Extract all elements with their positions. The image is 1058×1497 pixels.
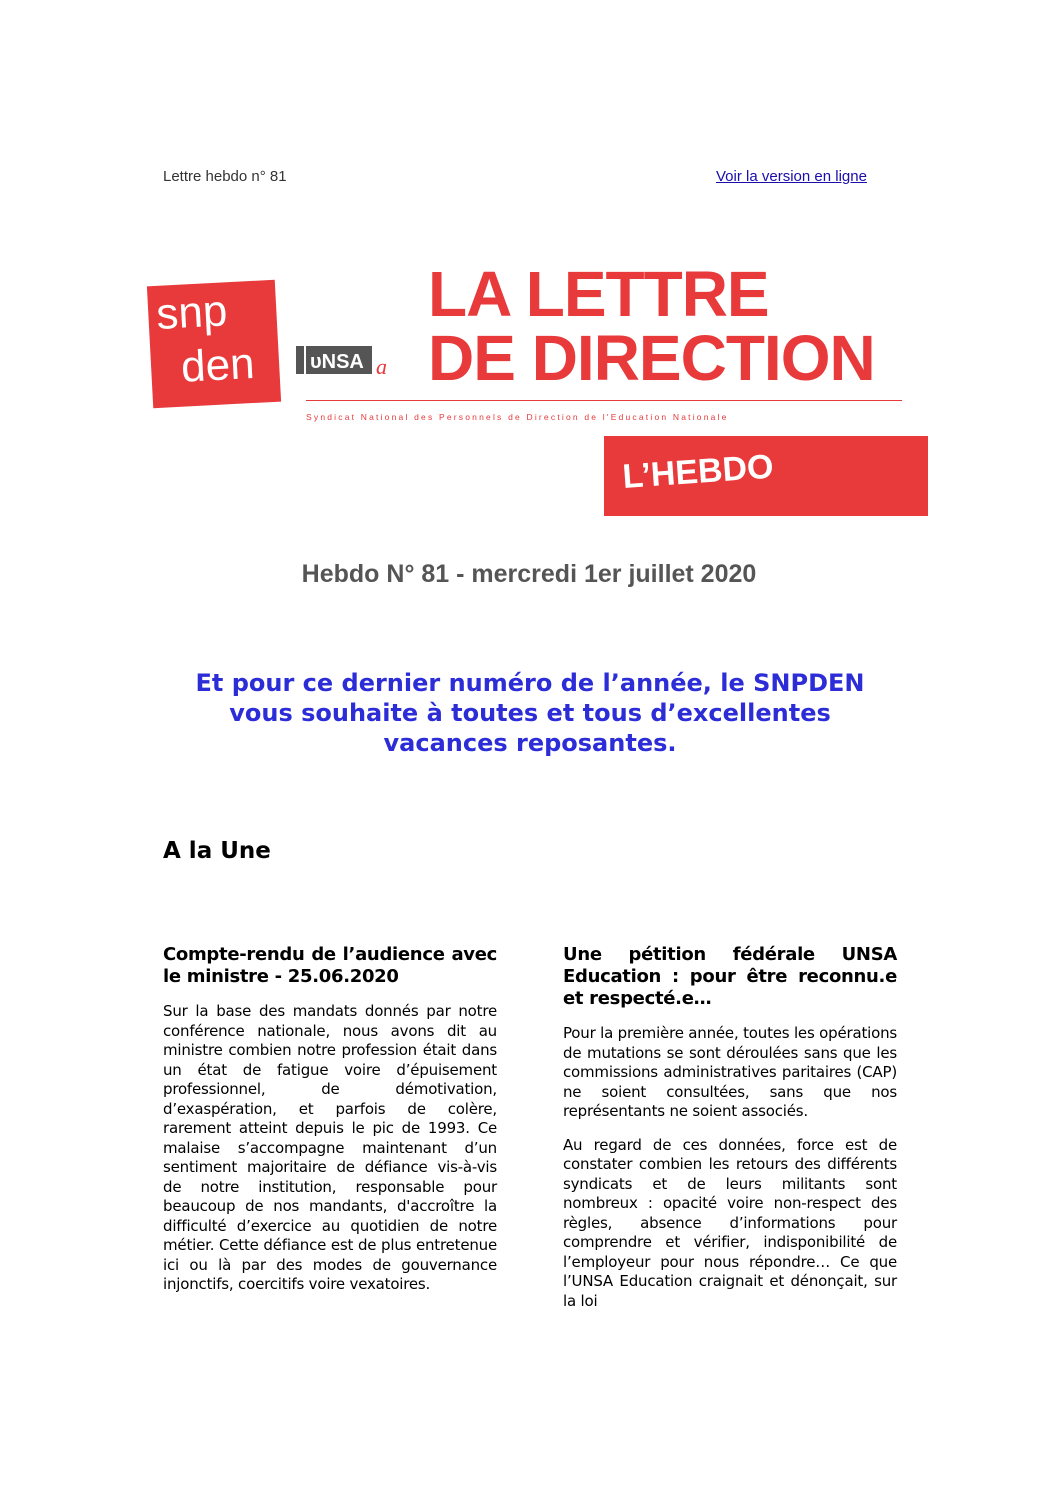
svg-text:ᴜNSA: ᴜNSA — [310, 351, 364, 373]
article-petition-unsa — [563, 944, 897, 1325]
greeting-line-3: vacances reposantes. — [383, 729, 677, 757]
view-online-link[interactable]: Voir la version en ligne — [716, 168, 867, 185]
svg-text:a: a — [376, 354, 387, 379]
article-title[interactable]: Compte-rendu de l’audience avec le ministre - 25.06.2020 — [163, 944, 497, 987]
article-title[interactable]: Une pétition fédérale UNSA Education : pour être reconnu.e et respecté.e… — [563, 944, 897, 1009]
title-divider — [306, 400, 902, 401]
issue-date-heading: Hebdo N° 81 - mercredi 1er juillet 2020 — [301, 560, 757, 588]
unsa-logo — [296, 340, 398, 380]
snpden-logo — [147, 280, 281, 409]
holiday-greeting — [150, 668, 910, 758]
greeting-line-2: vous souhaite à toutes et tous d’excellentes — [229, 699, 831, 727]
article-audience-ministre — [163, 944, 497, 1309]
title-line-1: LA LETTRE — [428, 258, 769, 330]
logo-text-den: den — [179, 338, 256, 392]
article-paragraph: Sur la base des mandats donnés par notre conférence nationale, nous avons dit au ministre combien notre profession était dans un état de fatigue voire d’épuisement professionnel, de démotivation, d’exaspération, et parfois de colère, rarement atteint depuis le pic de 1993. Ce malaise s’accompagne maintenant d’un sentiment majoritaire de défiance vis-à-vis de notre institution, responsable pour beaucoup de nos mandants, d'accroître la difficulté d’exercice au quotidien de notre métier. Cette défiance est de plus entretenue ici ou là par des modes de gouvernance injonctifs, coercitifs voire vexatoires. — [163, 1002, 497, 1293]
title-line-2: DE DIRECTION — [428, 322, 875, 394]
newsletter-issue-label: Lettre hebdo n° 81 — [163, 168, 287, 185]
hebdo-banner-text: L’HEBDO — [621, 447, 775, 497]
union-fullname: Syndicat National des Personnels de Direction de l'Education Nationale — [306, 412, 729, 422]
article-paragraph: Au regard de ces données, force est de constater combien les retours des différents syndicats et de leurs militants sont nombreux : opacité voire non-respect des règles, absence d’informations pour comprendre et vérifier, indisponibilité de l’employeur pour nous répondre… Ce que l’UNSA Education craignait et dénonçait, sur la loi — [563, 1135, 897, 1310]
section-heading-a-la-une: A la Une — [163, 838, 271, 864]
newsletter-title — [428, 258, 875, 394]
greeting-line-1: Et pour ce dernier numéro de l’année, le SNPDEN — [195, 669, 865, 697]
article-paragraph: Pour la première année, toutes les opérations de mutations se sont déroulées sans que les commissions administratives paritaires (CAP) ne soient consultées, sans que nos représentants ne soient associés. — [563, 1024, 897, 1120]
logo-text-snp: snp — [155, 286, 229, 339]
hebdo-banner — [604, 436, 928, 516]
